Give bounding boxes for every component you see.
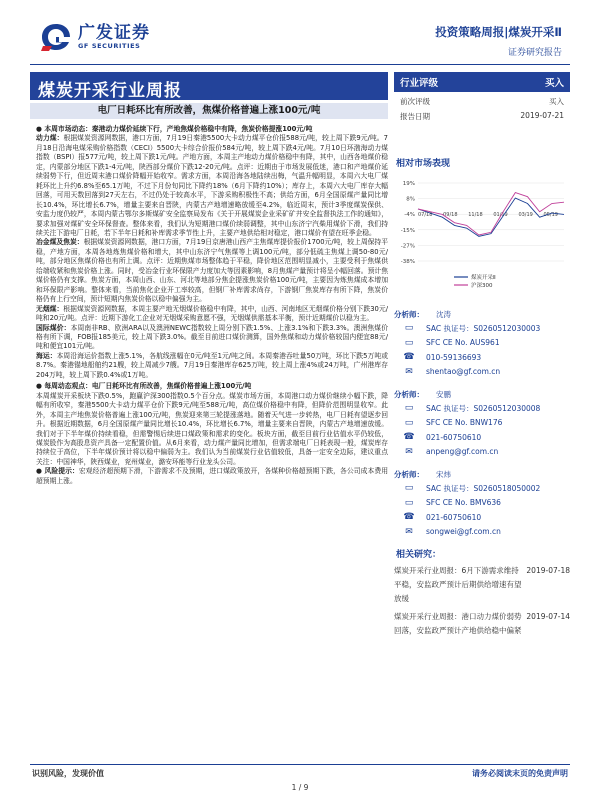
- y-tick-label: 8%: [406, 196, 415, 203]
- x-tick-label: 03/19: [518, 212, 533, 218]
- series-line-1: [418, 198, 564, 236]
- y-tick-label: -15%: [400, 227, 415, 234]
- id-card-icon: ▭: [404, 337, 414, 348]
- id-card-icon: ▭: [404, 497, 414, 508]
- y-tick-label: -27%: [400, 243, 415, 250]
- footer-divider: [30, 764, 570, 765]
- legend-label: 煤炭开采Ⅱ: [471, 275, 496, 281]
- phone-icon: ☎: [403, 432, 415, 443]
- gf-logo-icon: [40, 22, 72, 52]
- header-divider: [30, 64, 570, 65]
- previous-rating-row: 前次评级 买入: [400, 97, 564, 106]
- x-tick-label: 01/19: [493, 212, 508, 218]
- mail-icon: ✉: [405, 526, 413, 537]
- chart-title: 相对市场表现: [396, 159, 451, 169]
- related-research-item[interactable]: 煤炭开采行业周报：港口动力煤价弱势回落，安监政严预计产地供给稳中偏紧 2019-07-14: [394, 612, 570, 635]
- y-tick-label: -4%: [404, 212, 415, 219]
- rating-value: 买入: [544, 78, 564, 89]
- analyst-email[interactable]: anpeng@gf.com.cn: [426, 447, 499, 457]
- related-research-item[interactable]: 煤炭开采行业周报：6月下游需求维持平稳，安监政严预计后期供给增速有望放缓 2019-07-18: [394, 566, 570, 603]
- paragraph-coking-coal: 冶金煤及焦炭：根据煤炭资源网数据，港口方面，7月19日京唐港山西产主焦煤库提价报价1700元/吨，较上周保持平稳，产地方面，本周各地炼焦煤价格和增大，其中山东济宁气焦煤等上调100元/吨，部分低硫主焦煤上调50-80元/吨，部分地区焦煤价格也有所上调。点评：近期焦煤市场整体趋于平稳，降价地区范围明显减小，主要受利于焦煤供给端收紧和焦炭价格上涨。同时，受冶金行业环保限产力度加大等因素影响，8月焦煤产量预计将呈小幅回落。预计焦煤价格仍有支撑。焦炭方面，本周山西、山东、河北等地部分焦企提涨焦炭价格100元/吨，主要因为炼焦煤成本增加和环保限产影响。整体来看，当前焦化企业开工率较高，但钢厂补库需求尚存，下游钢厂焦炭库存有所下降，焦炭价格仍有上行空间，预计短期内焦炭价格以稳中偏强为主。: [36, 238, 389, 304]
- analyst-card: 分析师： 安鹏 ▭ SAC 执证号：S0260512030008 ▭ SFC CE No. BNW176 ☎ 021-60750610 ✉ anpeng@gf.com.cn: [394, 389, 541, 457]
- analyst-name: 宋炜: [436, 469, 451, 479]
- report-date-row: 报告日期 2019-07-21: [400, 111, 564, 121]
- paragraph-anthracite: 无烟煤：根据煤炭资源网数据，本周主要产地无烟煤价格稳中有降，其中，山西、河南地区无烟煤价格分别下跌30元/吨和20元/吨。点评：近期下游化工企业对无烟煤采购意愿不强，无烟煤供需基本平衡，预计近期煤价以稳为主。: [36, 304, 389, 323]
- rating-header: 行业评级 买入: [394, 72, 570, 92]
- report-type: 证券研究报告: [507, 48, 562, 58]
- paragraph-shipping: 海运：本周沿海运价指数上涨5.1%，各航线涨幅在0元/吨至1元/吨之间。本周秦港吞吐量50万吨，环比下跌5万吨或8.7%。秦港锚地船舶约21艘，较上周减少7艘。7月19日秦港库存625万吨，较上周上涨4%或24万吨，广州港库存204万吨，较上周下跌0.4%或1万吨。: [36, 351, 389, 379]
- analyst-email[interactable]: songwei@gf.com.cn: [426, 527, 501, 537]
- footer-slogan: 识别风险，发现价值: [32, 769, 104, 778]
- paragraph-intl-price: 国际煤价：本周南非RB、欧洲ARA以及澳洲NEWC指数较上周分别下跌1.5%、上涨3.1%和下跌3.3%。澳洲焦煤价格有所下调，FOB报185美元，较上周下跌3.0%。截至目前进口煤价测算，国外焦煤和动力煤价格较国内便宜88元/吨和便宜101元/吨。: [36, 323, 389, 351]
- logo-english: GF SECURITIES: [78, 42, 141, 50]
- x-tick-label: 07/18: [418, 212, 433, 218]
- legend-label: 沪深300: [471, 283, 493, 289]
- phone-icon: ☎: [403, 512, 415, 523]
- mail-icon: ✉: [405, 366, 413, 377]
- report-title: 煤炭开采行业周报: [30, 72, 388, 100]
- key-point-1: ● 本周市场动态：秦港动力煤价延续下行，产地焦煤价格稳中有降，焦炭价格提涨100元/吨: [36, 125, 313, 133]
- paragraph-risk: ● 风险提示：宏观经济超预期下滑，下游需求不及预期，进口煤政策放开，各煤种价格超预期下跌，各公司成本费用超预期上涨。: [36, 467, 389, 485]
- related-research-title: 相关研究：: [396, 550, 442, 560]
- y-tick-label: -38%: [400, 259, 415, 265]
- gf-logo: [40, 22, 150, 52]
- series-line-2: [418, 193, 564, 235]
- relative-performance-chart: [394, 177, 570, 297]
- id-card-icon: ▭: [404, 417, 414, 428]
- id-card-icon: ▭: [404, 403, 414, 414]
- sidebar: [394, 72, 570, 638]
- phone-icon: ☎: [403, 352, 415, 363]
- x-tick-label: 05/19: [543, 212, 558, 218]
- analyst-name: 安鹏: [436, 389, 451, 399]
- x-tick-label: 09/18: [443, 212, 458, 218]
- id-card-icon: ▭: [404, 323, 414, 334]
- report-body: [36, 125, 388, 486]
- analyst-email[interactable]: shentao@gf.com.cn: [426, 367, 501, 377]
- x-tick-label: 11/18: [468, 212, 483, 218]
- logo-chinese: 广发证券: [78, 23, 150, 43]
- performance-chart-svg: [394, 177, 570, 297]
- paragraph-weekly-view: 本周煤炭开采板块下跌0.5%，跑赢沪深300指数0.5个百分点。煤炭市场方面，本周港口动力煤价继续小幅下跌，降幅有所收窄，秦港5500大卡动力煤平仓价下跌9元/吨至588元/吨，高位煤价格稳中有降，但降价范围明显收窄。此外，本周主产地焦炭价格普遍上涨100元/吨，焦炭迎来第三轮提涨落地。随着天气进一步转热，电厂日耗有望逐步回升。根据近期数据，6月全国原煤产量同比增长10.4%，环比增长6.7%，增量主要来自晋陕，内蒙古产地增速放缓。我们对于下半年煤价持续看稳，但需警惕后续进口煤政策和需求的变化。板块方面，截至目前行业估值水平仍较低，煤炭股作为高股息资产具备一定配置价值。从6月来看，动力煤产量同比增加，但需求端电厂日耗表现一般，煤炭库存持续位于高位，下半年煤价预计将以稳中偏弱为主。我们认为当前煤炭行业估值较低，具备一定安全边际，建议重点关注：中国神华，陕西煤业，兖州煤业，潞安环能等行业龙头公司。: [36, 391, 388, 466]
- page-number: 1 / 9: [291, 783, 309, 792]
- y-tick-label: 19%: [402, 181, 415, 187]
- footer-disclaimer-link[interactable]: 请务必阅读末页的免责声明: [472, 769, 568, 778]
- key-point-2: ● 每周动态观点：电厂日耗环比有所改善，焦煤价格普遍上涨100元/吨: [36, 382, 252, 391]
- analyst-card: 分析师： 沈涛 ▭ SAC 执证号：S0260512030003 ▭ SFC CE No. AUS961 ☎ 010-59136693 ✉ shentao@gf.com.cn: [394, 309, 541, 377]
- id-card-icon: ▭: [404, 483, 414, 494]
- paragraph-thermal-coal: 动力煤：根据煤炭资源网数据，港口方面，7月19日秦港5500大卡动力煤平仓价报588元/吨，较上周下跌9元/吨。7月18日沿海电煤采购价格指数（CECI）5500大卡综合价报价584元/吨，较上周下跌4元/吨。7月10日环渤海动力煤指数（BSPI）报577元/吨，较上周下跌1元/吨。产地方面，本周主产地动力煤价格稳中有降，其中，山西各地煤价稳定，内蒙部分地区下跌1-4元/吨，陕西部分煤价下跌12-20元/吨。点评：近期由于市场发展低迷，港口和产地煤价延续弱势下行，但近周末港口煤价降幅开始收窄。需求方面，本周沿海各地陆续出梅，气温升幅明显，本周六大电厂煤耗环比上升约6.8%至65.1万吨，不过下月份旬同比下降约18%（6月下降约10%）；库存上，本周六大电厂库存大幅回落，可用天数回落到27天左右，不过仍处于较高水平，下游采购积极性不高；供给方面，6月全国原煤产量同比增长10.4%，环比增长6.7%，增量主要来自晋陕，内蒙古产地增速略放缓至4.2%，临近周末，预计3季度煤炭保供、安监力度仍较严，本周内蒙古鄂尔多斯煤矿安全监察局发布《关于开展煤炭企业采矿矿井安全监督执法工作的通知》，要求加强对煤矿安全环保督查。整体来看，我们认为短期港口煤价续弱调整，其中山东济宁汽柴用煤价下滑，我们持续关注下游电厂日耗，若下半年日耗和补库需求季节性上升，主要产地供给相对稳定，港口煤价有望在旺季企稳。: [36, 134, 388, 237]
- report-subtitle: 电厂日耗环比有所改善，焦煤价格普遍上涨100元/吨: [30, 103, 388, 119]
- analyst-card: 分析师： 宋炜 ▭ SAC 执证号：S0260518050002 ▭ SFC CE No. BMV636 ☎ 021-60750610 ✉ songwei@gf.com.cn: [394, 469, 541, 537]
- report-header: [0, 0, 600, 66]
- analyst-name: 沈涛: [436, 309, 451, 319]
- analyst-list: [394, 307, 570, 539]
- mail-icon: ✉: [405, 446, 413, 457]
- report-series: 投资策略周报|煤炭开采Ⅱ: [435, 25, 562, 39]
